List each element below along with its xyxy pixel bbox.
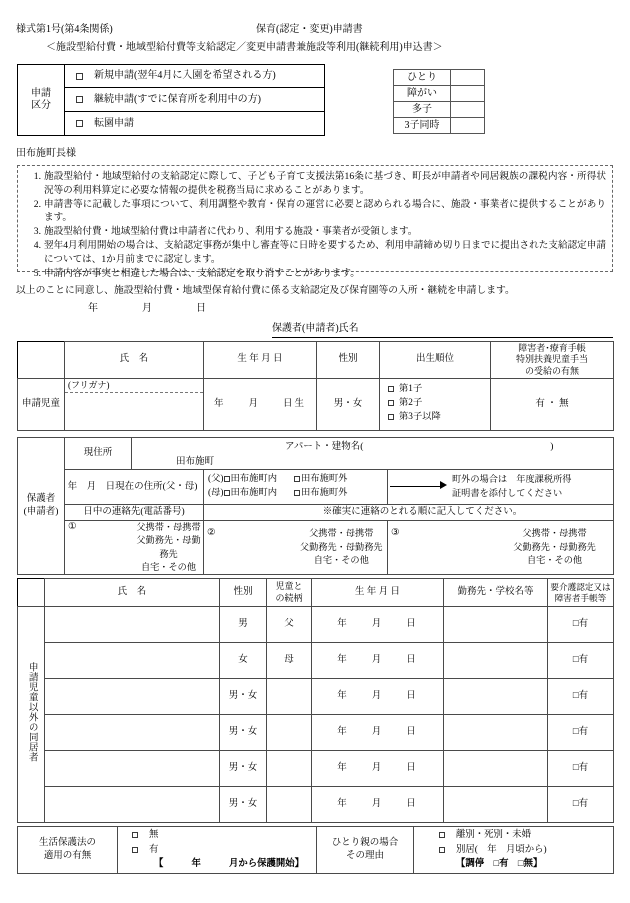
member-relation-1[interactable]: 父 — [267, 607, 312, 643]
out-town-note — [452, 473, 571, 501]
member-gender-4[interactable]: 男・女 — [220, 715, 267, 751]
member-gender-2[interactable]: 女 — [220, 643, 267, 679]
birth-order-option-3[interactable] — [388, 411, 488, 425]
mother-out-town: 田布施町外 — [301, 488, 348, 498]
child-header-dob: 生 年 月 日 — [204, 342, 317, 379]
member-dob-2[interactable]: 年 月 日 — [312, 643, 444, 679]
priority-value-3ji[interactable] — [451, 118, 485, 134]
contact-3-grid — [388, 527, 613, 567]
category-option-continue[interactable] — [65, 88, 324, 111]
notice-item-5: 申請内容が事実と相違した場合は、支給認定を取り消すことがあります。 — [44, 267, 360, 279]
single-parent-label-line2: その理由 — [345, 851, 384, 861]
single-parent-reason-cell — [414, 827, 614, 874]
guardian-row-label — [18, 438, 65, 575]
priority-value-hitori[interactable] — [451, 70, 485, 86]
birth-order-options — [382, 383, 488, 425]
contact-2-opt3[interactable]: 自宅・その他 — [313, 555, 369, 566]
notice-item-3: 施設型給付費・地域型給付費は申請者に代わり、利用する施設・事業者が受領します。 — [44, 226, 418, 238]
checkbox-icon[interactable] — [76, 120, 83, 127]
contact-label: 日中の連絡先(電話番号) — [65, 505, 204, 521]
member-name-4[interactable] — [45, 715, 220, 751]
father-residence-row[interactable] — [208, 473, 387, 487]
member-name-3[interactable] — [45, 679, 220, 715]
out-town-note-line2: 証明書を添付してください — [452, 487, 563, 498]
notice-item-4: 翌年4月利用開始の場合は、支給認定事務が集中し審査等に日時を要するため、利用申請締め切り日までに提出された支給認定申請については、1か月前までに認定します。 — [44, 240, 606, 265]
current-address-label: 現住所 — [65, 438, 132, 470]
child-birth-order-cell — [380, 378, 491, 430]
welfare-period[interactable]: 【 年 月から保護開始】 — [154, 859, 305, 870]
residence-date-label[interactable]: 年 月 日現在の住所(父・母) — [65, 470, 204, 505]
category-label-line2: 区分 — [31, 100, 51, 111]
child-row-label: 申請児童 — [18, 378, 65, 430]
category-option-transfer[interactable] — [65, 112, 324, 135]
child-handbook-cell[interactable]: 有 ・ 無 — [491, 378, 614, 430]
contact-2-number[interactable]: ② — [207, 528, 216, 539]
category-option-new-label: 新規申請(翌年4月に入園を希望される方) — [94, 70, 276, 82]
table-row — [18, 378, 614, 430]
category-option-new[interactable] — [65, 65, 324, 88]
care-line1: 要介護認定又は — [550, 581, 611, 592]
checkbox-icon[interactable] — [132, 832, 138, 838]
contact-3-number[interactable]: ③ — [391, 528, 400, 539]
member-workplace-4[interactable] — [444, 715, 548, 751]
welfare-option-yes-label: 有 — [149, 844, 159, 855]
table-row — [18, 520, 614, 574]
member-dob-3[interactable]: 年 月 日 — [312, 679, 444, 715]
town-name: 田布施町 — [176, 456, 215, 467]
welfare-option-none-label: 無 — [149, 830, 159, 841]
member-relation-6[interactable] — [267, 787, 312, 823]
checkbox-icon[interactable] — [132, 847, 138, 853]
table-row — [18, 751, 614, 787]
notice-item-1: 施設型給付・地域型給付の支給認定に際して、子ども子育て支援法第16条に基づき、町長が申請者や同居親族の課税内容・所得状況等の利用料算定に必要な情報の提供を税務当局に求めることがあります。 — [44, 171, 606, 196]
out-town-note-cell — [388, 470, 614, 505]
handbook-line2: 特別扶養児童手当 — [515, 354, 588, 365]
table-header-row — [18, 579, 614, 607]
welfare-options-cell — [118, 827, 317, 874]
birth-order-option-2[interactable] — [388, 397, 488, 411]
single-parent-reasons — [414, 828, 613, 872]
member-relation-3[interactable] — [267, 679, 312, 715]
date-line[interactable]: 年 月 日 — [88, 303, 214, 314]
child-gender-cell[interactable]: 男・女 — [317, 378, 380, 430]
guardian-name-field[interactable] — [272, 322, 613, 338]
member-workplace-5[interactable] — [444, 751, 548, 787]
checkbox-icon[interactable] — [294, 490, 300, 496]
contact-3-options[interactable] — [496, 527, 613, 567]
contact-1-number[interactable]: ① — [68, 521, 77, 532]
priority-label-tashi: 多子 — [394, 102, 451, 118]
out-town-note-line1: 町外の場合は 年度課税所得 — [452, 474, 572, 484]
checkbox-icon[interactable] — [76, 73, 83, 80]
checkbox-icon[interactable] — [388, 414, 394, 420]
child-table-corner — [18, 342, 65, 379]
members-header-relation — [267, 579, 312, 607]
notice-list — [24, 170, 606, 280]
application-category-options — [65, 65, 324, 135]
table-row — [18, 438, 614, 470]
birth-order-label-2: 第2子 — [399, 398, 423, 409]
welfare-label-line1: 生活保護法の — [38, 838, 96, 849]
mother-prefix: (母) — [208, 488, 224, 498]
member-name-6[interactable] — [45, 787, 220, 823]
father-out-town: 田布施町外 — [301, 474, 348, 485]
father-in-town: 田布施町内 — [230, 474, 277, 485]
checkbox-icon[interactable] — [294, 476, 300, 482]
member-care-3[interactable]: □有 — [548, 679, 614, 715]
guardian-name-label: 保護者(申請者)氏名 — [272, 323, 359, 334]
apartment-close-paren: ) — [550, 441, 554, 452]
mother-residence-row[interactable] — [208, 487, 387, 501]
contact-2-grid — [204, 527, 387, 567]
contact-1-opt2[interactable]: 父勤務先・母勤務先 — [136, 535, 201, 559]
priority-label-shogai: 障がい — [394, 86, 451, 102]
members-header-gender: 性別 — [220, 579, 267, 607]
mother-in-town: 田布施町内 — [230, 488, 277, 498]
contact-2-opt1[interactable]: 父携帯・母携帯 — [309, 528, 374, 539]
checkbox-icon[interactable] — [224, 490, 230, 496]
apartment-field[interactable] — [285, 441, 553, 454]
bottom-table — [17, 826, 614, 874]
contact-1-options[interactable] — [134, 521, 203, 574]
member-relation-4[interactable] — [267, 715, 312, 751]
application-category-label — [18, 65, 65, 135]
member-workplace-1[interactable] — [444, 607, 548, 643]
member-gender-3[interactable]: 男・女 — [220, 679, 267, 715]
reason-option-separation-label: 離別・死別・未婚 — [456, 830, 532, 841]
category-option-transfer-label: 転園申請 — [94, 117, 134, 129]
relation-line1: 児童と — [275, 581, 303, 592]
child-name-input[interactable] — [65, 393, 203, 410]
contact-cell-3 — [388, 520, 614, 574]
table-row — [18, 607, 614, 643]
welfare-option-yes[interactable] — [132, 843, 316, 858]
application-category-box — [17, 64, 325, 136]
welfare-label-line2: 適用の有無 — [43, 851, 92, 861]
child-table — [17, 341, 614, 431]
member-dob-1[interactable]: 年 月 日 — [312, 607, 444, 643]
member-relation-2[interactable]: 母 — [267, 643, 312, 679]
members-header-dob: 生 年 月 日 — [312, 579, 444, 607]
reason-option-living-apart-label: 別居( 年 月頃から) — [456, 844, 547, 855]
household-members-table — [17, 578, 614, 823]
guardian-label-line2: (申請者) — [23, 507, 59, 518]
page-title: 保育(認定・変更)申請書 — [256, 24, 363, 35]
arrow-head-icon — [440, 481, 447, 489]
table-header-row — [18, 342, 614, 379]
birth-order-option-1[interactable] — [388, 383, 488, 397]
member-care-6[interactable]: □有 — [548, 787, 614, 823]
residence-options — [204, 473, 387, 501]
form-subtitle: ＜施設型給付費・地域型給付費等支給認定／変更申請書兼施設等利用(継続利用)申込書＞ — [46, 42, 443, 53]
contact-1-opt1[interactable]: 父携帯・母携帯 — [136, 521, 201, 532]
table-row — [394, 118, 485, 134]
handbook-line3: の受給の有無 — [524, 365, 579, 376]
member-care-1[interactable]: □有 — [548, 607, 614, 643]
members-header-name: 氏 名 — [45, 579, 220, 607]
priority-value-shogai[interactable] — [451, 86, 485, 102]
checkbox-icon[interactable] — [388, 400, 394, 406]
notice-box — [17, 165, 613, 279]
guardian-table — [17, 437, 614, 575]
members-header-workplace: 勤務先・学校名等 — [444, 579, 548, 607]
contact-cell-2 — [204, 520, 388, 574]
arrow-line-icon — [390, 486, 442, 487]
table-row — [18, 715, 614, 751]
welfare-law-label — [18, 827, 118, 874]
contact-cell-1 — [65, 520, 204, 574]
contact-1-opt3[interactable]: 自宅・その他 — [140, 561, 197, 572]
member-name-5[interactable] — [45, 751, 220, 787]
member-gender-5[interactable]: 男・女 — [220, 751, 267, 787]
child-header-handbook — [491, 342, 614, 379]
relation-line2: の続柄 — [275, 592, 303, 603]
category-label-line1: 申請 — [31, 87, 51, 99]
member-care-5[interactable]: □有 — [548, 751, 614, 787]
members-header-care — [548, 579, 614, 607]
furigana-label: (フリガナ) — [65, 379, 203, 393]
table-row — [18, 827, 614, 874]
members-table-corner — [18, 579, 45, 607]
table-row — [18, 787, 614, 823]
member-workplace-3[interactable] — [444, 679, 548, 715]
notice-item-2: 申請書等に記載した事項について、利用調整や教育・保育の運営に必要と認められる場合に、施設・事業者に提供することがあります。 — [44, 198, 606, 224]
table-row — [18, 643, 614, 679]
father-prefix: (父) — [208, 474, 224, 485]
single-parent-label-line1: ひとり親の場合 — [331, 838, 399, 849]
child-header-birth-order: 出生順位 — [380, 342, 491, 379]
current-address-cell[interactable] — [132, 438, 614, 470]
welfare-options — [118, 828, 316, 872]
reason-option-living-apart[interactable] — [439, 843, 613, 858]
child-header-name: 氏 名 — [65, 342, 204, 379]
checkbox-icon[interactable] — [388, 386, 394, 392]
member-dob-6[interactable]: 年 月 日 — [312, 787, 444, 823]
checkbox-icon[interactable] — [439, 847, 445, 853]
child-dob-cell[interactable]: 年 月 日生 — [204, 378, 317, 430]
member-relation-5[interactable] — [267, 751, 312, 787]
care-line2: 障害者手帳等 — [554, 592, 607, 603]
category-option-continue-label: 継続申請(すでに保育所を利用中の方) — [94, 93, 261, 105]
checkbox-icon[interactable] — [76, 96, 83, 103]
table-row — [18, 679, 614, 715]
handbook-line1: 障害者･療育手帳 — [518, 343, 586, 353]
priority-table — [393, 69, 485, 134]
birth-order-label-1: 第1子 — [399, 384, 423, 395]
reason-option-separation[interactable] — [439, 828, 613, 843]
birth-order-label-3: 第3子以降 — [399, 412, 441, 423]
member-gender-1[interactable]: 男 — [220, 607, 267, 643]
table-row — [394, 70, 485, 86]
priority-label-3ji: 3子同時 — [394, 118, 451, 134]
contact-3-opt1[interactable]: 父携帯・母携帯 — [522, 528, 587, 539]
contact-2-options[interactable] — [296, 527, 388, 567]
contact-3-opt2[interactable]: 父勤務先・母勤務先 — [513, 541, 596, 552]
table-row — [394, 102, 485, 118]
apartment-label: アパート・建物名( — [285, 441, 364, 452]
form-number: 様式第1号(第4条関係) — [16, 24, 113, 35]
member-workplace-2[interactable] — [444, 643, 548, 679]
member-dob-4[interactable]: 年 月 日 — [312, 715, 444, 751]
child-header-gender: 性別 — [317, 342, 380, 379]
contact-1-grid — [65, 521, 203, 574]
guardian-label-line1: 保護者 — [26, 494, 56, 505]
addressee-line: 田布施町長様 — [16, 148, 76, 159]
contact-3-opt3[interactable]: 自宅・その他 — [526, 555, 583, 566]
member-name-2[interactable] — [45, 643, 220, 679]
checkbox-icon[interactable] — [224, 476, 230, 482]
agreement-text: 以上のことに同意し、施設型給付費・地域型保育給付費に係る支給認定及び保育園等の入所・継続を申請します。 — [16, 285, 515, 296]
single-parent-label — [317, 827, 414, 874]
member-care-2[interactable]: □有 — [548, 643, 614, 679]
welfare-option-none[interactable] — [132, 828, 316, 843]
members-vertical-label-cell — [18, 607, 45, 823]
members-vertical-label: 申請児童以外の同居者 — [26, 662, 37, 763]
member-gender-6[interactable]: 男・女 — [220, 787, 267, 823]
mediation-note[interactable]: 【調停 □有 □無】 — [456, 859, 543, 870]
contact-2-opt2[interactable]: 父勤務先・母勤務先 — [299, 541, 383, 552]
member-dob-5[interactable]: 年 月 日 — [312, 751, 444, 787]
table-row — [394, 86, 485, 102]
member-workplace-6[interactable] — [444, 787, 548, 823]
child-name-cell[interactable] — [65, 378, 204, 430]
checkbox-icon[interactable] — [439, 832, 445, 838]
member-care-4[interactable]: □有 — [548, 715, 614, 751]
table-row — [18, 505, 614, 521]
priority-label-hitori: ひとり — [394, 70, 451, 86]
residence-location-cell — [204, 470, 388, 505]
contact-note: ※確実に連絡のとれる順に記入してください。 — [204, 505, 614, 521]
member-name-1[interactable] — [45, 607, 220, 643]
table-row — [18, 470, 614, 505]
priority-value-tashi[interactable] — [451, 102, 485, 118]
header-row — [0, 23, 630, 37]
